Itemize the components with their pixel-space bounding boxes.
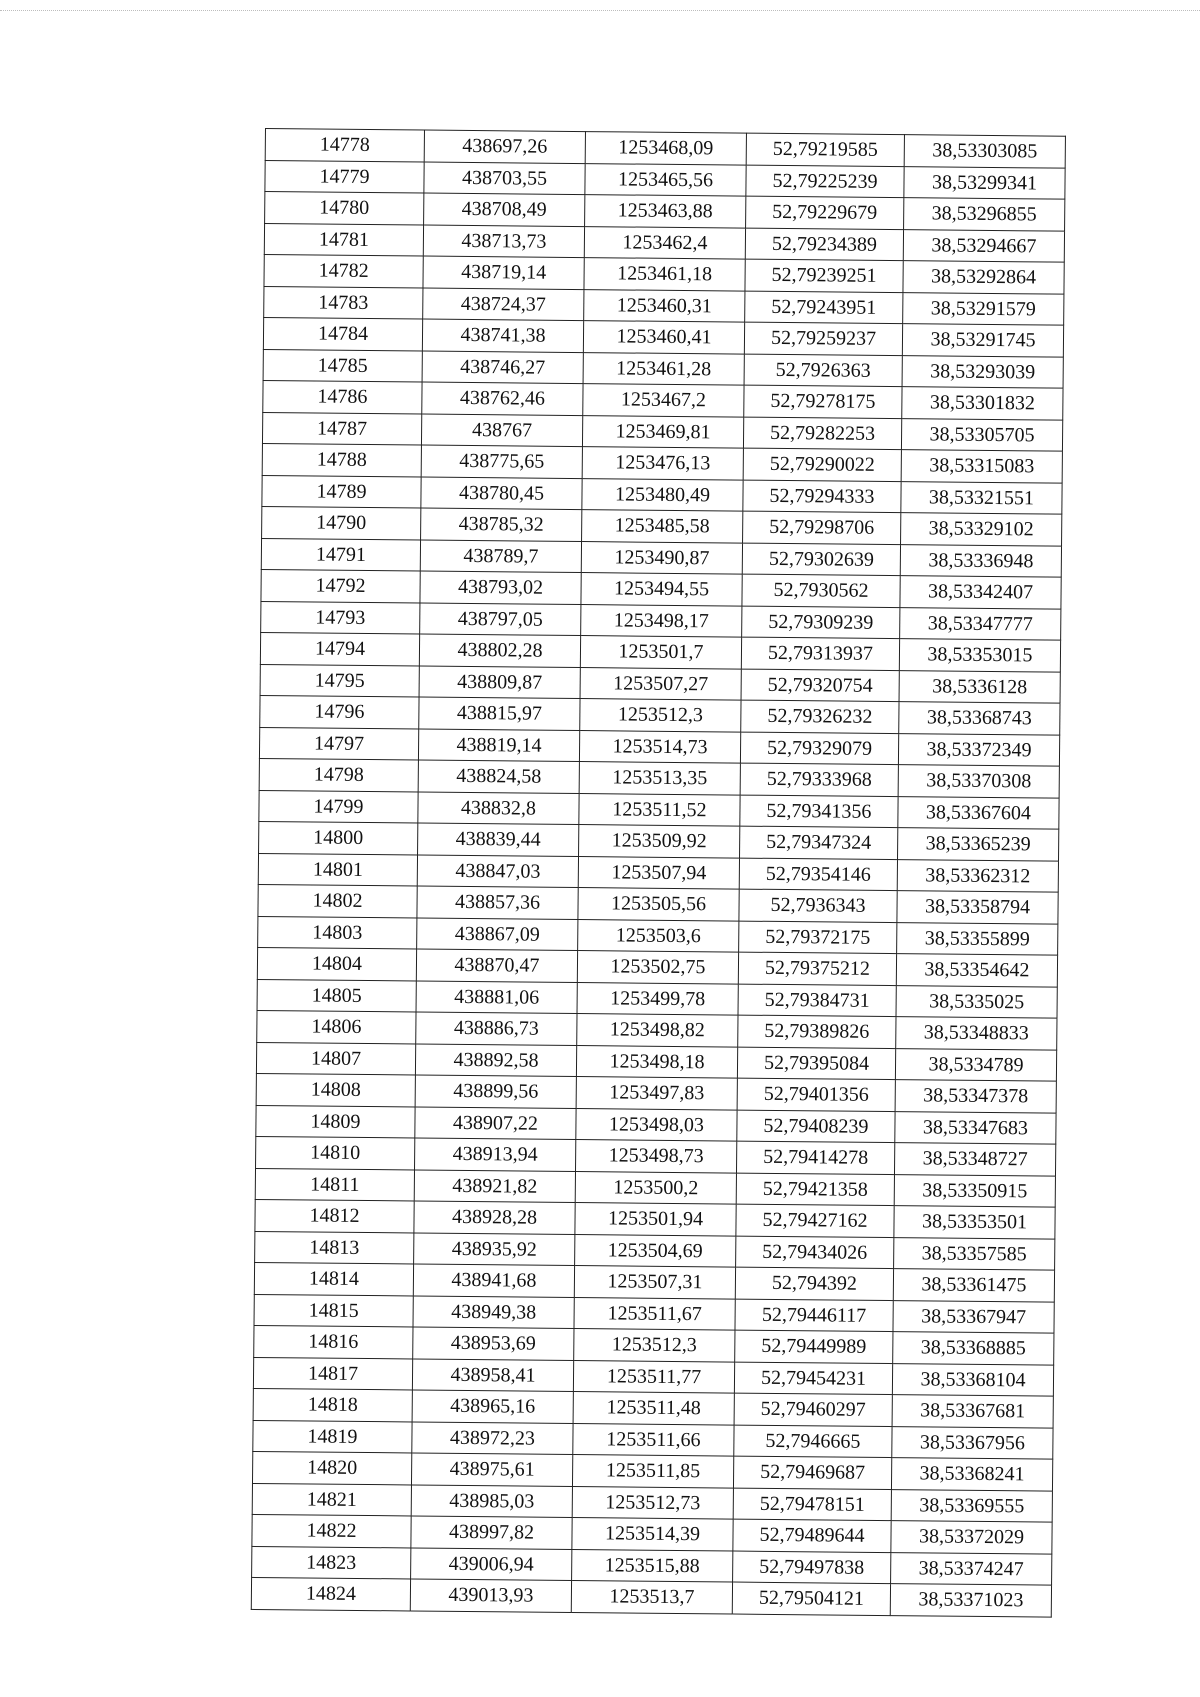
table-cell: 52,79460297 <box>734 1393 892 1426</box>
table-cell: 438949,38 <box>413 1295 574 1328</box>
table-cell: 1253498,03 <box>576 1108 737 1141</box>
table-cell: 438719,14 <box>423 256 584 289</box>
table-cell: 52,79384731 <box>738 984 896 1017</box>
table-cell: 38,53294667 <box>903 229 1064 262</box>
table-cell: 438797,05 <box>420 603 581 636</box>
table-cell: 52,79333968 <box>740 763 898 796</box>
table-cell: 438870,47 <box>416 949 577 982</box>
table-cell: 38,53361475 <box>893 1269 1054 1302</box>
table-cell: 52,79354146 <box>739 858 897 891</box>
table-cell: 1253512,3 <box>580 699 741 732</box>
table-cell: 52,79449989 <box>735 1330 893 1363</box>
table-cell: 439006,94 <box>411 1547 572 1580</box>
table-cell: 1253499,78 <box>577 982 738 1015</box>
table-cell: 1253476,13 <box>582 447 743 480</box>
table-cell: 1253465,56 <box>585 163 746 196</box>
table-cell: 38,53371023 <box>890 1584 1051 1617</box>
table-cell: 14779 <box>265 160 424 193</box>
table-cell: 14798 <box>259 758 418 791</box>
table-cell: 38,53292864 <box>903 261 1064 294</box>
table-cell: 14785 <box>263 349 422 382</box>
table-cell: 38,53372029 <box>891 1521 1052 1554</box>
table-cell: 438907,22 <box>415 1106 576 1139</box>
table-cell: 438793,02 <box>420 571 581 604</box>
table-cell: 14784 <box>263 317 422 350</box>
table-cell: 14788 <box>262 443 421 476</box>
table-cell: 52,794392 <box>735 1267 893 1300</box>
table-cell: 52,79421358 <box>736 1173 894 1206</box>
table-cell: 38,53358794 <box>897 891 1058 924</box>
table-cell: 438857,36 <box>417 886 578 919</box>
table-cell: 438824,58 <box>418 760 579 793</box>
table-cell: 52,79489644 <box>733 1519 891 1552</box>
table-cell: 52,7946665 <box>734 1425 892 1458</box>
table-cell: 14789 <box>262 475 421 508</box>
table-cell: 38,53336948 <box>900 544 1061 577</box>
table-cell: 438708,49 <box>424 193 585 226</box>
table-cell: 38,53365239 <box>898 828 1059 861</box>
table-cell: 52,79401356 <box>737 1078 895 1111</box>
table-cell: 1253512,3 <box>574 1329 735 1362</box>
table-cell: 14778 <box>265 129 424 162</box>
table-cell: 438881,06 <box>416 980 577 1013</box>
table-cell: 1253505,56 <box>578 888 739 921</box>
table-cell: 52,79298706 <box>743 511 901 544</box>
table-cell: 52,79478151 <box>733 1488 891 1521</box>
table-cell: 38,53372349 <box>898 733 1059 766</box>
table-cell: 14805 <box>257 979 416 1012</box>
table-cell: 1253513,35 <box>579 762 740 795</box>
table-cell: 1253511,52 <box>579 793 740 826</box>
table-cell: 14796 <box>260 695 419 728</box>
table-cell: 1253515,88 <box>572 1549 733 1582</box>
table-cell: 1253467,2 <box>583 384 744 417</box>
table-cell: 14806 <box>257 1010 416 1043</box>
table-cell: 14817 <box>253 1357 412 1390</box>
table-cell: 438839,44 <box>418 823 579 856</box>
table-cell: 1253485,58 <box>582 510 743 543</box>
table-cell: 438972,23 <box>412 1421 573 1454</box>
table-cell: 438741,38 <box>422 319 583 352</box>
table-cell: 14814 <box>254 1262 413 1295</box>
table-cell: 38,53368743 <box>899 702 1060 735</box>
table-cell: 1253460,31 <box>584 289 745 322</box>
table-cell: 1253498,82 <box>577 1014 738 1047</box>
table-cell: 38,5335025 <box>896 985 1057 1018</box>
table-cell: 38,53315083 <box>901 450 1062 483</box>
table-cell: 52,7926363 <box>744 354 902 387</box>
table-cell: 14780 <box>265 192 424 225</box>
table-row <box>251 1577 1051 1616</box>
table-cell: 52,79225239 <box>746 165 904 198</box>
table-cell: 1253507,27 <box>580 667 741 700</box>
table-cell: 438941,68 <box>413 1264 574 1297</box>
table-cell: 38,53329102 <box>901 513 1062 546</box>
table-cell: 14781 <box>264 223 423 256</box>
table-cell: 38,53353501 <box>894 1206 1055 1239</box>
table-cell: 14792 <box>261 569 420 602</box>
table-cell: 38,53357585 <box>894 1237 1055 1270</box>
table-cell: 438819,14 <box>418 729 579 762</box>
table-cell: 14812 <box>255 1199 414 1232</box>
table-cell: 38,53374247 <box>891 1552 1052 1585</box>
table-cell: 1253462,4 <box>584 226 745 259</box>
table-cell: 52,79497838 <box>733 1551 891 1584</box>
table-cell: 52,79282253 <box>743 417 901 450</box>
table-cell: 438985,03 <box>411 1484 572 1517</box>
table-cell: 438847,03 <box>417 854 578 887</box>
table-cell: 14807 <box>256 1042 415 1075</box>
table-cell: 38,5336128 <box>899 670 1060 703</box>
table-cell: 14795 <box>260 664 419 697</box>
table-cell: 1253461,18 <box>584 258 745 291</box>
table-cell: 1253511,66 <box>573 1423 734 1456</box>
table-cell: 14797 <box>259 727 418 760</box>
table-cell: 14811 <box>255 1168 414 1201</box>
table-cell: 38,53348727 <box>894 1143 1055 1176</box>
table-cell: 14813 <box>255 1231 414 1264</box>
table-cell: 438809,87 <box>419 666 580 699</box>
table-cell: 438780,45 <box>421 477 582 510</box>
table-cell: 438958,41 <box>412 1358 573 1391</box>
table-cell: 14800 <box>259 821 418 854</box>
table-cell: 52,79389826 <box>738 1015 896 1048</box>
table-cell: 52,79427162 <box>736 1204 894 1237</box>
table-cell: 1253469,81 <box>582 415 743 448</box>
table-cell: 14799 <box>259 790 418 823</box>
table-cell: 38,53293039 <box>902 355 1063 388</box>
coordinates-table <box>251 128 1066 1617</box>
table-cell: 1253468,09 <box>585 132 746 165</box>
table-cell: 52,7936343 <box>739 889 897 922</box>
table-cell: 52,79504121 <box>732 1582 890 1615</box>
table-cell: 438965,16 <box>412 1390 573 1423</box>
table-cell: 38,53301832 <box>902 387 1063 420</box>
scan-top-edge <box>0 10 1200 11</box>
table-cell: 438975,61 <box>411 1453 572 1486</box>
table-cell: 52,79414278 <box>736 1141 894 1174</box>
table-cell: 52,79469687 <box>733 1456 891 1489</box>
table-cell: 438892,58 <box>415 1043 576 1076</box>
table-cell: 14790 <box>262 506 421 539</box>
table-cell: 1253502,75 <box>577 951 738 984</box>
table-cell: 52,79243951 <box>745 291 903 324</box>
table-cell: 1253511,77 <box>573 1360 734 1393</box>
table-cell: 439013,93 <box>410 1579 571 1612</box>
table-cell: 438802,28 <box>419 634 580 667</box>
table-cell: 38,53305705 <box>901 418 1062 451</box>
table-cell: 52,79454231 <box>734 1362 892 1395</box>
table-cell: 14803 <box>258 916 417 949</box>
table-cell: 14794 <box>260 632 419 665</box>
table-cell: 52,79408239 <box>737 1110 895 1143</box>
table-cell: 438921,82 <box>414 1169 575 1202</box>
table-cell: 14816 <box>254 1325 413 1358</box>
table-cell: 38,53367956 <box>892 1426 1053 1459</box>
table-cell: 438697,26 <box>424 130 585 163</box>
table-cell: 38,53353015 <box>899 639 1060 672</box>
table-cell: 1253494,55 <box>581 573 742 606</box>
table-cell: 14810 <box>256 1136 415 1169</box>
table-cell: 52,79290022 <box>743 448 901 481</box>
table-cell: 52,79329079 <box>740 732 898 765</box>
table-cell: 38,53370308 <box>898 765 1059 798</box>
table-cell: 1253498,18 <box>576 1045 737 1078</box>
table-cell: 438928,28 <box>414 1201 575 1234</box>
table-cell: 38,53348833 <box>896 1017 1057 1050</box>
table-cell: 1253512,73 <box>572 1486 733 1519</box>
table-cell: 38,53350915 <box>894 1174 1055 1207</box>
table-cell: 14819 <box>253 1420 412 1453</box>
table-cell: 14818 <box>253 1388 412 1421</box>
table-cell: 38,53367947 <box>893 1300 1054 1333</box>
table-cell: 38,53367681 <box>892 1395 1053 1428</box>
table-cell: 1253498,17 <box>581 604 742 637</box>
table-cell: 52,79313937 <box>741 637 899 670</box>
table-cell: 1253514,73 <box>579 730 740 763</box>
table-cell: 52,79309239 <box>742 606 900 639</box>
table-cell: 14815 <box>254 1294 413 1327</box>
table-cell: 1253497,83 <box>576 1077 737 1110</box>
table-cell: 438785,32 <box>421 508 582 541</box>
table-cell: 438935,92 <box>414 1232 575 1265</box>
table-cell: 1253507,31 <box>574 1266 735 1299</box>
table-cell: 438746,27 <box>422 351 583 384</box>
table-cell: 38,53347777 <box>900 607 1061 640</box>
table-cell: 1253463,88 <box>585 195 746 228</box>
table-cell: 52,79434026 <box>736 1236 894 1269</box>
table-cell: 438867,09 <box>417 917 578 950</box>
table-cell: 438767 <box>421 414 582 447</box>
table-cell: 52,79239251 <box>745 259 903 292</box>
table-cell: 438886,73 <box>416 1012 577 1045</box>
table-cell: 52,79259237 <box>744 322 902 355</box>
table-cell: 38,53299341 <box>904 166 1065 199</box>
table-cell: 438832,8 <box>418 792 579 825</box>
table-cell: 38,53354642 <box>896 954 1057 987</box>
table-cell: 38,53368885 <box>893 1332 1054 1365</box>
table-cell: 14802 <box>258 884 417 917</box>
table-cell: 1253513,7 <box>571 1581 732 1614</box>
table-cell: 52,79326232 <box>741 700 899 733</box>
table-cell: 38,53368241 <box>891 1458 1052 1491</box>
table-cell: 1253514,39 <box>572 1518 733 1551</box>
table-cell: 14809 <box>256 1105 415 1138</box>
table-cell: 38,53355899 <box>897 922 1058 955</box>
table-cell: 52,7930562 <box>742 574 900 607</box>
table-cell: 1253509,92 <box>579 825 740 858</box>
table-cell: 14823 <box>252 1546 411 1579</box>
table-cell: 1253498,73 <box>576 1140 737 1173</box>
table-cell: 438775,65 <box>421 445 582 478</box>
table-cell: 1253507,94 <box>578 856 739 889</box>
table-cell: 14786 <box>263 380 422 413</box>
table-cell: 1253511,48 <box>573 1392 734 1425</box>
table-cell: 14821 <box>252 1483 411 1516</box>
table-cell: 38,53296855 <box>904 198 1065 231</box>
table-cell: 1253490,87 <box>581 541 742 574</box>
table-cell: 14820 <box>252 1451 411 1484</box>
table-cell: 52,79278175 <box>744 385 902 418</box>
table-cell: 52,79229679 <box>746 196 904 229</box>
table-cell: 14822 <box>252 1514 411 1547</box>
table-cell: 1253504,69 <box>575 1234 736 1267</box>
table-cell: 38,53368104 <box>892 1363 1053 1396</box>
table-cell: 438703,55 <box>424 162 585 195</box>
table-cell: 1253460,41 <box>583 321 744 354</box>
table-cell: 38,53291579 <box>903 292 1064 325</box>
table-cell: 14824 <box>251 1577 410 1610</box>
table-cell: 438713,73 <box>423 225 584 258</box>
table-cell: 1253511,67 <box>574 1297 735 1330</box>
table-cell: 52,79347324 <box>740 826 898 859</box>
table-cell: 38,53347378 <box>895 1080 1056 1113</box>
table-cell: 438724,37 <box>423 288 584 321</box>
coordinates-table-body <box>251 129 1065 1617</box>
table-cell: 1253501,94 <box>575 1203 736 1236</box>
table-cell: 38,53342407 <box>900 576 1061 609</box>
table-cell: 14782 <box>264 254 423 287</box>
table-cell: 438899,56 <box>415 1075 576 1108</box>
table-cell: 52,79446117 <box>735 1299 893 1332</box>
table-cell: 14808 <box>256 1073 415 1106</box>
table-cell: 38,53369555 <box>891 1489 1052 1522</box>
table-cell: 38,53291745 <box>902 324 1063 357</box>
table-cell: 438953,69 <box>413 1327 574 1360</box>
table-cell: 38,53303085 <box>904 135 1065 168</box>
table-cell: 38,5334789 <box>895 1048 1056 1081</box>
table-cell: 14793 <box>261 601 420 634</box>
table-cell: 52,79341356 <box>740 795 898 828</box>
table-cell: 52,79294333 <box>743 480 901 513</box>
table-cell: 438762,46 <box>422 382 583 415</box>
table-cell: 1253501,7 <box>580 636 741 669</box>
table-cell: 52,79234389 <box>745 228 903 261</box>
table-cell: 14787 <box>262 412 421 445</box>
table-cell: 52,79302639 <box>742 543 900 576</box>
table-cell: 14801 <box>258 853 417 886</box>
table-cell: 438815,97 <box>419 697 580 730</box>
table-cell: 52,79375212 <box>738 952 896 985</box>
table-cell: 1253511,85 <box>572 1455 733 1488</box>
table-cell: 1253500,2 <box>575 1171 736 1204</box>
table-cell: 1253461,28 <box>583 352 744 385</box>
table-cell: 52,79219585 <box>746 133 904 166</box>
table-cell: 14804 <box>257 947 416 980</box>
table-cell: 14783 <box>264 286 423 319</box>
table-cell: 14791 <box>261 538 420 571</box>
table-cell: 38,53362312 <box>897 859 1058 892</box>
table-cell: 52,79395084 <box>737 1047 895 1080</box>
table-cell: 52,79320754 <box>741 669 899 702</box>
table-cell: 1253503,6 <box>578 919 739 952</box>
table-cell: 38,53321551 <box>901 481 1062 514</box>
table-cell: 1253480,49 <box>582 478 743 511</box>
table-cell: 438789,7 <box>420 540 581 573</box>
table-cell: 52,79372175 <box>739 921 897 954</box>
table-cell: 38,53347683 <box>895 1111 1056 1144</box>
table-cell: 438997,82 <box>411 1516 572 1549</box>
table-cell: 38,53367604 <box>898 796 1059 829</box>
table-cell: 438913,94 <box>415 1138 576 1171</box>
